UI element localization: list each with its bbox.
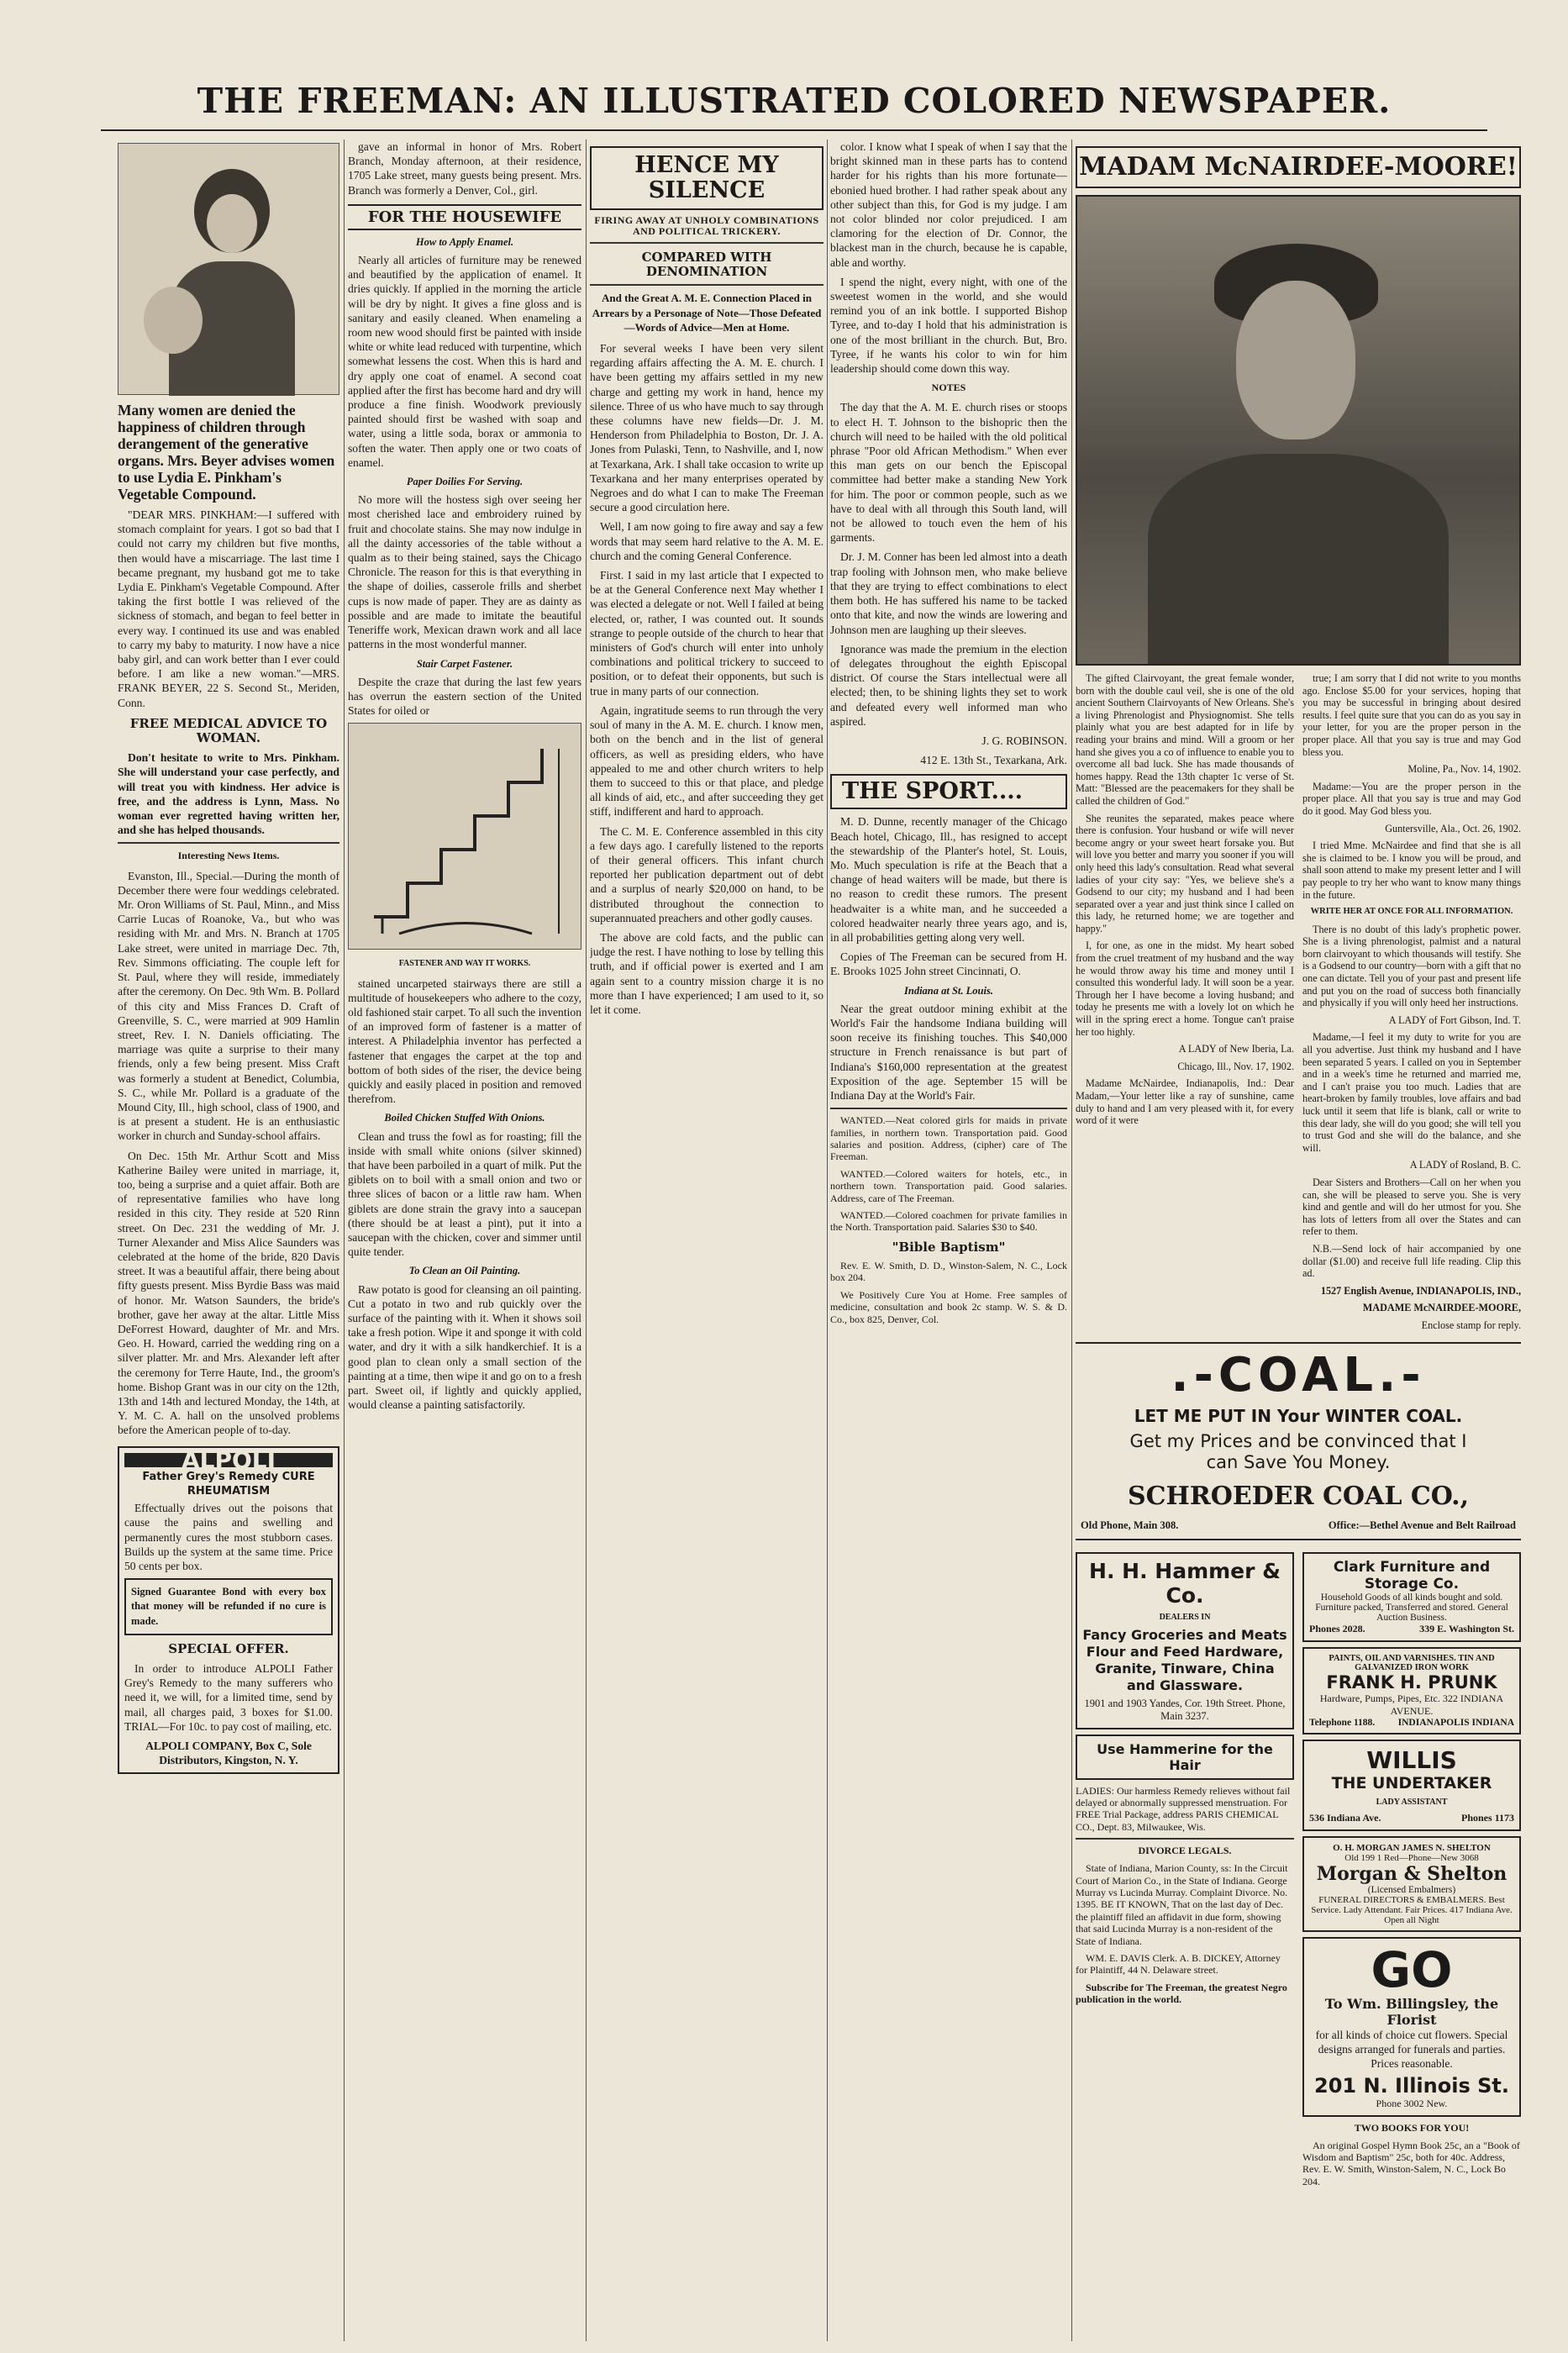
alpoli-subtitle: Father Grey's Remedy CURE RHEUMATISM <box>142 1470 315 1498</box>
notes-text: The day that the A. M. E. church rises or stoops to elect H. T. Johnson to the bishopric then the church will need to be hailed with the old political phrase "Poor old African Methodism." When ever this man gets on our bench the Episcopal committee had better make a standing New York for him. The poor or common people, such as we have to deal with all through this South land, will not be allowed to touch even the hem of his garments. <box>830 401 1067 545</box>
divider <box>830 1108 1067 1109</box>
news-heading: Interesting News Items. <box>177 850 280 862</box>
storage-phone: Phones 2028. <box>1309 1622 1365 1634</box>
article-paragraph: The C. M. E. Conference assembled in this city a few days ago. I carefully listened to the reports of their general officers. This infant church reported her publication department out of debt and a surplus of nearly $20,000 on hand, to be distributed throughout the connection to superannuated preachers and other godly causes. <box>590 824 823 924</box>
advertisement-section <box>1076 139 1521 2341</box>
wanted-ad: WANTED.—Neat colored girls for maids in private families, in northern town. Transportation paid. Good salaries and position. Address, (cipher) care of The Freeman. <box>830 1114 1067 1163</box>
alpoli-guarantee: Signed Guarantee Bond with every box that money will be refunded if no cure is made. <box>124 1578 333 1635</box>
madam-paragraph: I, for one, as one in the midst. My heart sobed from the cruel treatment of my husband and the way he would throw away his time and money until I consulted this wonderful lady. It will soon be a year. Through her I have become a loving husband; and today he presents me with a lovely lot on which he will in the spring erect a home. Tongue can't praise her too highly. <box>1076 940 1294 1038</box>
column-rule <box>586 139 587 2341</box>
prunk-top: PAINTS, OIL AND VARNISHES. TIN AND GALVANIZED IRON WORK <box>1329 1653 1495 1672</box>
column-rule <box>344 139 345 2341</box>
florist-phone: Phone 3002 New. <box>1376 2097 1448 2109</box>
oil-text: Raw potato is good for cleansing an oil painting. Cut a potato in two and rub quickly over the surface of the painting with it. When it shows soil take a fresh potion. Wipe it and sponge it with cold water, and dry it with a silk handkerchief. It is a good plan to clean only a small section of the painting at a time, then wipe it and go on to a fresh part. Sweet oil, if lightly and quickly applied, would cleanse a painting satisfactorily. <box>348 1282 581 1412</box>
madam-testimonial-signature: A LADY of New Iberia, La. <box>1178 1043 1294 1055</box>
storage-text: Household Goods of all kinds bought and sold. Furniture packed, Transferred and stored. General Auction Business. <box>1315 1592 1508 1623</box>
column-2 <box>348 139 581 2341</box>
divorce-heading: DIVORCE LEGALS. <box>1138 1845 1232 1857</box>
storage-ad <box>1302 1552 1521 1642</box>
alpoli-offer-heading: SPECIAL OFFER. <box>168 1640 289 1656</box>
divider <box>1076 1838 1294 1840</box>
morgan-text: FUNERAL DIRECTORS & EMBALMERS. Best Service. Lady Attendant. Fair Prices. 417 Indiana Ave. Open all Night <box>1311 1894 1513 1925</box>
chicken-heading: Boiled Chicken Stuffed With Onions. <box>384 1112 545 1124</box>
coal-ad <box>1076 1342 1521 1540</box>
hammer-dealers: DEALERS IN <box>1159 1612 1211 1622</box>
storage-address: 339 E. Washington St. <box>1419 1622 1514 1634</box>
pinkham-lead: Many women are denied the happiness of children through derangement of the generative organs. Mrs. Beyer advises women to use Lydia E. Pinkham's Vegetable Compound. <box>118 402 335 503</box>
article-paragraph: Again, ingratitude seems to run through the very soul of many in the A. M. E. church. I know men, both on the bench and in the list of general officers, as well as presiding elders, who have appealed to me and other church writers to help them to succeed to this or that place, and pledge all kinds of aid, etc., and after succeeding they get stiff, indifferent and hard to approach. <box>590 703 823 819</box>
article-paragraph: First. I said in my last article that I expected to be at the General Conference next May whether I was elected a delegate or not. Well I failed at being elected, or, rather, I was counted out. It sounds strange to people outside of the church to hear that ministers of God's church will enter into unholy combinations and political trickery to succeed to position, or to defeat their opponents, but such is true in many parts of our connection. <box>590 569 823 697</box>
madam-paragraph: There is no doubt of this lady's prophetic power. She is a living phrenologist, palmist and a natural born clairvoyant to which thousands will testify. She is a Godsend to our country—born with a gift that no one can dictate. Tell you of your past and present life and put you on the road of success both financially and physically if you will only heed her instructions. <box>1302 923 1521 1009</box>
madam-paragraph: N.B.—Send lock of hair accompanied by one dollar ($1.00) and receive full life reading. Clip this ad. <box>1302 1242 1521 1280</box>
prunk-text: Hardware, Pumps, Pipes, Etc. 322 INDIANA AVENUE. <box>1319 1692 1504 1717</box>
stair-intro: Despite the craze that during the last few years has overrun the eastern section of the United States for oiled or <box>348 675 581 718</box>
coal-line-2: Get my Prices and be convinced that I can Save You Money. <box>1129 1430 1467 1472</box>
indiana-text: Near the great outdoor mining exhibit at the World's Fair the handsome Indiana building will soon receive its finishing touches. This $40,000 structure in French renaissance is but part of Indiana's $160,000 representation at the greatest Exposition of the age. September 15 will be Indiana Day at the World's Fair. <box>830 1002 1067 1102</box>
doilies-heading: Paper Doilies For Serving. <box>406 476 524 488</box>
morgan-phone: Old 199 1 Red—Phone—New 3068 <box>1344 1852 1479 1863</box>
notes-heading: NOTES <box>931 382 966 394</box>
stair-text: stained uncarpeted stairways there are still a multitude of housekeepers who adhere to the cozy, old fashioned stair carpet. To all such the invention of an improved form of fastener is a matter of interest. A Philadelphia inventor has perfected a fastener that engages the carpet at the top and bottom of both sides of the riser, the device being quickly and easily placed in position and removed therefrom. <box>348 976 581 1106</box>
florist-text: for all kinds of choice cut flowers. Special designs arranged for funerals and parties. Prices reasonable. <box>1315 2028 1508 2070</box>
madam-headline: MADAM McNAIRDEE-MOORE! <box>1076 146 1521 188</box>
freeman-copies-note: Copies of The Freeman can be secured from H. E. Brooks 1025 John street Cincinnati, O. <box>830 950 1067 978</box>
willis-ad <box>1302 1740 1521 1831</box>
divider <box>590 242 823 244</box>
article-paragraph: Dr. J. M. Conner has been led almost into a death trap fooling with Johnson men, who make believe that they are trying to effect combinations to elect them both. He has suffered his name to be tacked onto that kite, and now the winds are lowering and Johnson men are laughing up their sleeves. <box>830 550 1067 636</box>
article-paragraph: Well, I am now going to fire away and say a few words that may seem hard relative to the A. M. E. church and the coming General Conference. <box>590 520 823 562</box>
divider <box>590 284 823 286</box>
article-paragraph: Ignorance was made the premium in the election of delegates throughout the eighth Episcopal district. Of course the Stars intellectual were all elected; then, to be shining lights they set to work and defeated every well informed man who aspired. <box>830 642 1067 728</box>
prunk-name: FRANK H. PRUNK <box>1326 1671 1497 1692</box>
willis-name: WILLIS <box>1366 1745 1457 1774</box>
madam-paragraph: true; I am sorry that I did not write to you months ago. Enclose $5.00 for your services, hoping that you may be successful in bringing about desired results. I feel quite sure that you can do as you say in your letter, for you are the proper person in the proper place. All that you say is true and may God bless you. <box>1302 672 1521 758</box>
madam-testimonial-signature: A LADY of Fort Gibson, Ind. T. <box>1388 1013 1521 1026</box>
column-rule <box>827 139 828 2341</box>
wanted-ad: WANTED.—Colored waiters for hotels, etc., in northern town. Transportation paid. Good salaries. Address, care of The Freeman. <box>830 1167 1067 1204</box>
alpoli-text: Effectually drives out the poisons that cause the pains and swelling and permanently cures the most stubborn cases. Builds up the system at the same time. Price 50 cents per box. <box>124 1502 333 1573</box>
author-address: 412 E. 13th St., Texarkana, Ark. <box>920 754 1067 767</box>
willis-address: 536 Indiana Ave. <box>1309 1811 1381 1824</box>
subscribe-note: Subscribe for The Freeman, the greatest Negro publication in the world. <box>1076 1981 1287 2006</box>
ladies-remedy-ad: LADIES: Our harmless Remedy relieves without fail delayed or abnormally suppressed menstruation. For FREE Trial Package, address PARIS CHEMICAL CO., Dept. 83, Milwaukee, Wis. <box>1076 1784 1291 1833</box>
willis-phone: Phones 1173 <box>1460 1811 1514 1824</box>
madam-paragraph: Madame:—You are the proper person in the proper place. All that you say is true and may God do it good. May God bless you. <box>1302 780 1521 817</box>
willis-subtitle: THE UNDERTAKER <box>1331 1773 1492 1792</box>
coal-phone: Old Phone, Main 308. <box>1081 1519 1179 1531</box>
florist-name: To Wm. Billingsley, the Florist <box>1324 1995 1499 2028</box>
alpoli-offer: In order to introduce ALPOLI Father Grey's Remedy to the many sufferers who need it, we will, for a limited time, send by mail, all charges paid, 3 boxes for $1.00. TRIAL—For 10c. to pay cost of mailing, etc. <box>124 1662 333 1733</box>
madam-testimonial-location: Moline, Pa., Nov. 14, 1902. <box>1408 763 1521 776</box>
oil-heading: To Clean an Oil Painting. <box>408 1265 521 1277</box>
article-paragraph: color. I know what I speak of when I say that the bright skinned man in these parts has to contend harder for his rights than his more fortunate—ebonied hued brother. I had rather speak about any other subject than this, for God is my judge. I am not color blinded nor color prejudiced. I am clamoring for the election of Dr. Connor, the blackest man in the church, because he is capable, able and worthy. <box>830 140 1067 269</box>
morgan-name: Morgan & Shelton <box>1316 1862 1507 1885</box>
madam-paragraph: Madame McNairdee, Indianapolis, Ind.: Dear Madam,—Your letter like a ray of sunshine, came duly to hand and I am very pleased with it, for every word of it were <box>1076 1077 1294 1127</box>
madam-left-text <box>1076 672 1294 1337</box>
alpoli-address: ALPOLI COMPANY, Box C, Sole Distributors, Kingston, N. Y. <box>145 1740 312 1767</box>
coal-line-1: LET ME PUT IN Your WINTER COAL. <box>1134 1405 1463 1426</box>
hammer-ad <box>1076 1552 1294 1729</box>
free-advice-text: Don't hesitate to write to Mrs. Pinkham. She will understand your case perfectly, and will treat you with kindness. Her advice is free, and the address is Lynn, Mass. No woman ever regretted having written her, and she has helped thousands. <box>118 751 339 837</box>
cure-ad: We Positively Cure You at Home. Free samples of medicine, consultation and book 2c stamp. W. S. & D. Co., box 825, Denver, Col. <box>830 1288 1067 1325</box>
column-1 <box>118 139 339 2341</box>
article-deck-3: And the Great A. M. E. Connection Placed in Arrears by a Personage of Note—Those Defeated—Words of Advice—Men at Home. <box>592 292 822 334</box>
article-deck-1: FIRING AWAY AT UNHOLY COMBINATIONS AND POLITICAL TRICKERY. <box>594 214 819 237</box>
prunk-phone: Telephone 1188. <box>1309 1717 1376 1728</box>
madam-reply-note: Enclose stamp for reply. <box>1421 1319 1521 1331</box>
madam-info-heading: WRITE HER AT ONCE FOR ALL INFORMATION. <box>1310 907 1513 917</box>
doilies-text: No more will the hostess sigh over seeing her most cherished lace and embroidery ruined by fruit and chocolate stains. She may now indulge in all the dainty accessories of the table without a qualm as to their being stained, says the Chicago Chronicle. The reason for this is that everything in the shape of doilies, casserole frills and sherbet cups is now made of paper. They are as dainty as possible and are made to imitate the beautiful Teneriffe work, Mexican drawn work and all lace patterns in the most wonderful manner. <box>348 493 581 651</box>
right-business-cards <box>1302 1547 1521 2193</box>
madam-address: 1527 English Avenue, INDIANAPOLIS, IND., <box>1320 1284 1521 1297</box>
branch-intro: gave an informal in honor of Mrs. Robert Branch, Monday afternoon, at their residence, 1705 Lake street, many guests being present. Mrs. Branch was formerly a Denver, Col., girl. <box>348 140 581 197</box>
morgan-subtitle: (Licensed Embalmers) <box>1367 1884 1456 1895</box>
morgan-ad <box>1302 1836 1521 1932</box>
wanted-ad: WANTED.—Colored coachmen for private families in the North. Transportation paid. Salaries $30 to $40. <box>830 1209 1067 1234</box>
news-paragraph: Evanston, Ill., Special.—During the month of December there were four weddings celebrated. Mr. Oron Williams of St. Paul, Minn., and Miss Carrie Lucas of Roanoke, Va., but who was residing with Mr. and Mrs. N. Branch at 1705 Lake street, were united in marriage Dec. 7th, Rev. Simmons officiating. The couple left for St. Paul, where they will reside, immediately after the ceremony. On Dec. 9th Wm. B. Pollard of this city and Miss Frances D. Craft of Greenville, S. C., were married at 909 Hamlin street, Rev. I. N. Daniels officiating. The marriage was quite a surprise to their many friends, only a few being present. Miss Craft was formerly a student at Benedict, Columbia, S. C., while Mr. Pollard is a graduate of the Mound City, Ill., high school, class of 1900, and is at present a student. He is an enthusiastic worker in church and Sunday-school affairs. <box>118 869 339 1143</box>
hammer-name: H. H. Hammer & Co. <box>1089 1558 1281 1608</box>
divorce-notice: State of Indiana, Marion County, ss: In the Circuit Court of Marion Co., in the State of Indiana. George Murray vs Lucinda Murray. Complaint Divorce. No. 1395. BE IT KNOWN, That on the last day of Dec. the plaintiff filed an affidavit in due form, showing that said Lucinda Murray is a non-resident of the State of Indiana. <box>1076 1862 1288 1947</box>
masthead: THE FREEMAN: AN ILLUSTRATED COLORED NEWSPAPER. <box>101 81 1487 131</box>
sport-heading: THE SPORT.... <box>830 774 1067 809</box>
column-3 <box>590 139 823 2341</box>
willis-assistant: LADY ASSISTANT <box>1376 1797 1448 1807</box>
article-deck-2: COMPARED WITH DENOMINATION <box>641 250 772 280</box>
madam-paragraph: I tried Mme. McNairdee and find that she is all she is claimed to be. I know you will be proud, and shall soon attend to make my present letter and I will pay people to try her who want to know many things in the future. <box>1302 840 1521 901</box>
stair-caption: FASTENER AND WAY IT WORKS. <box>398 959 531 969</box>
enamel-text: Nearly all articles of furniture may be renewed and beautified by the application of enamel. It dries quickly. If applied in the morning the article will be dry by night. It gives a fine gloss and is sanitary and easily cleaned. When enameling a room new wood should first be painted with inside white or white lead reduced with turpentine, which somewhat lessens the cost. When this is hard and dry apply one coat of enamel. A second coat applied after the first has become hard and dry will produce a fine finish. Woodwork previously painted should first be washed with soap and water, using a little soda, borax or ammonia to soften the water. Then apply one or two coats of enamel. <box>348 254 581 469</box>
enamel-heading: How to Apply Enamel. <box>415 235 514 248</box>
madam-testimonial-location: Guntersville, Ala., Oct. 26, 1902. <box>1385 822 1521 834</box>
coal-office: Office:—Bethel Avenue and Belt Railroad <box>1328 1519 1516 1531</box>
madam-right-text <box>1302 672 1521 1337</box>
free-advice-heading: FREE MEDICAL ADVICE TO WOMAN. <box>129 715 328 746</box>
madam-testimonial-date: Chicago, Ill., Nov. 17, 1902. <box>1177 1060 1294 1072</box>
madam-portrait <box>1076 195 1521 666</box>
prunk-city: INDIANAPOLIS INDIANA <box>1397 1717 1514 1728</box>
madam-paragraph: Dear Sisters and Brothers—Call on her when you can, she will be pleased to serve you. She is very kind and gentle and will do her utmost for you. She has lots of letters from all over the States and can refer to them. <box>1302 1176 1521 1238</box>
florist-address: 201 N. Illinois St. <box>1314 2073 1509 2098</box>
alpoli-ad <box>118 1446 339 1775</box>
books-text: An original Gospel Hymn Book 25c, an a "Book of Wisdom and Baptism" 25c, both for 40c. Address, Rev. E. W. Smith, Winston-Salem, N. C., Lock Bo 204. <box>1302 2139 1520 2187</box>
column-rule <box>1071 139 1072 2341</box>
madam-paragraph: The gifted Clairvoyant, the great female wonder, born with the double caul veil, she is one of the old ancient Southern Clairvoyants of New Orleans. She's a living Phrenologist and Physiognomist. She tells plainly what you are best adapted for in life by reading your brains and mind. Will a groom or her hand she gives you a co of influence to enable you to overcome all bad luck. She has made thousands of homes happy. Read the 13th chapter 1c verse of St. Matt: "Blessed are the peacemakers for they shall be called the children of God." <box>1076 672 1294 807</box>
column-4 <box>830 139 1067 2341</box>
hammer-address: 1901 and 1903 Yandes, Cor. 19th Street. Phone, Main 3237. <box>1084 1697 1286 1722</box>
sport-text: M. D. Dunne, recently manager of the Chicago Beach hotel, Chicago, Ill., has resigned to accept the stewardship of the Planter's hotel, St. Louis, Mo. Much speculation is rife at the Beach that a change of head waiters will be made, but there is no reason to credit these rumors. The present headwaiter is a white man, and he succeeded a colored headwaiter nearly three years ago, and is, in all probabilities getting along very well. <box>830 815 1067 944</box>
prunk-ad <box>1302 1647 1521 1734</box>
chicken-text: Clean and truss the fowl as for roasting; fill the inside with small white onions (silver skinned) that have been parboiled in a quart of milk. Put the giblets on to boil with a small onion and two or three slices of bacon or a little raw ham. When giblets are done strain the gravy into a saucepan (there should be at least a pint), put it into a saucepan with the chicken, cover and simmer until quite tender. <box>348 1129 581 1259</box>
morgan-owners: O. H. MORGAN JAMES N. SHELTON <box>1333 1842 1491 1853</box>
article-paragraph: I spend the night, every night, with one of the sweetest women in the world, and she would remind you of an ink bottle. I supported Bishop Tyree, and to-day I hold that his administration is one of the most brilliant in the church. But, Bro. Tyree, if he wants his color to win for him leadership should come down this way. <box>830 275 1067 376</box>
florist-go: GO <box>1371 1940 1453 1998</box>
madam-paragraph: She reunites the separated, makes peace where there is confusion. Your husband or wife will never become angry or your sweet heart forsake you. But will love you better and marry you sooner if you will only heed this lady's consultation. Read what several ladies of your city say: "Yes, we believe she's a Godsend to our city; my husband and I had been separated over a year and just think since I called on this lady, he returned home; we are together and happy." <box>1076 812 1294 934</box>
left-business-cards <box>1076 1547 1294 2193</box>
storage-name: Clark Furniture and Storage Co. <box>1333 1558 1491 1592</box>
bible-baptism-heading: "Bible Baptism" <box>892 1239 1006 1255</box>
article-paragraph: For several weeks I have been very silent regarding affairs affecting the A. M. E. church. I have been getting my affairs settled in my new charge and getting my work in hand, hence my silence. Three of us who have much to say through these columns have new fields—Dr. J. M. Henderson from Philadelphia to Boston, Dr. J. A. Jones from Pulaski, Tenn, to Nashville, and I, now at Texarkana, Ark. I shall take occasion to write up Texarkana and her many enterprises operated by Negroes and do what I can to make The Freeman secure a good circulation here. <box>590 342 823 514</box>
books-heading: TWO BOOKS FOR YOU! <box>1354 2121 1470 2134</box>
woman-with-child-illustration <box>118 143 339 395</box>
madam-name: MADAME McNAIRDEE-MOORE, <box>1362 1302 1521 1314</box>
news-paragraph: On Dec. 15th Mr. Arthur Scott and Miss Katherine Bailey were united in marriage, it, too, being a surprise and a quiet affair. Both are of representative families who have long resided in this city. They reside at 520 Rinn street. On Dec. 231 the wedding of Mr. J. Turner Alexander and Miss Alice Saunders was celebrated at the home of the bride, 820 Davis street. It was a beautiful affair, there being about fifty guests present. Miss Byrdie Bass was maid of honor. Mr. Watson Saunders, the bride's brother, gave her away at the altar. Little Miss DeForrest Howard, daughter of Mr. and Mrs. Geo. H. Howard, carried the wedding ring on a silver platter. Mr. and Mrs. Alexander left after the ceremony for Terre Haute, Ind., the groom's home. Bishop Grant was in our city on the 12th, 13th and 14th and lectured Monday, the 14th, at Y. M. C. A. hall on the unsolved problems before the American people of to-day. <box>118 1149 339 1437</box>
article-headline: HENCE MY SILENCE <box>590 146 823 210</box>
alpoli-title: ALPOLI <box>124 1453 333 1467</box>
coal-company: SCHROEDER COAL CO., <box>1127 1481 1470 1511</box>
stair-heading: Stair Carpet Fastener. <box>416 657 513 670</box>
pinkham-letter: "DEAR MRS. PINKHAM:—I suffered with stomach complaint for years. I got so bad that I could not carry my children but five months, then would have a miscarriage. The last time I became pregnant, my husband got me to take Lydia E. Pinkham's Vegetable Compound. After taking the first bottle I was relieved of the sickness of stomach, and began to feel better in every way. I continued its use and was enabled to carry my baby to maturity. I now have a nice baby girl, and can work better than I ever could before. I am like a new woman."—MRS. FRANK BEYER, 22 S. Second St., Meriden, Conn. <box>118 508 339 709</box>
divider <box>118 842 339 844</box>
bible-baptism-text: Rev. E. W. Smith, D. D., Winston-Salem, N. C., Lock box 204. <box>830 1260 1067 1284</box>
housewife-heading: FOR THE HOUSEWIFE <box>348 204 581 230</box>
author-signature: J. G. ROBINSON. <box>981 734 1067 747</box>
madam-testimonial-signature: A LADY of Rosland, B. C. <box>1409 1159 1521 1171</box>
stair-fastener-illustration <box>348 723 581 950</box>
hammerine-slogan: Use Hammerine for the Hair <box>1076 1734 1294 1780</box>
florist-ad <box>1302 1937 1521 2117</box>
hammer-goods: Fancy Groceries and Meats Flour and Feed Hardware, Granite, Tinware, China and Glassware. <box>1082 1626 1287 1693</box>
divorce-signature: WM. E. DAVIS Clerk. A. B. DICKEY, Attorney for Plaintiff, 44 N. Delaware street. <box>1076 1951 1281 1977</box>
article-paragraph: The above are cold facts, and the public can judge the rest. I have nothing to lose by telling this truth, and if official power is exerted and I am again sent to a country mission charge it is no more than I have experienced; I am used to it, so let it come. <box>590 930 823 1016</box>
indiana-heading: Indiana at St. Louis. <box>904 984 993 997</box>
coal-title: .-COAL.- <box>1171 1347 1426 1403</box>
madam-paragraph: Madame,—I feel it my duty to write for you are all you advertise. Just think my husband and I have been separated 5 years. I called on you in September and in a week's time he returned and married me, and I can't praise you too much. Ladies that are heart-broken by family troubles, love affairs and bad luck until it seem that life is blank, call or write to this dear lady, she will do you good; she will tell you to trust God and she will do the balance, and she will. <box>1302 1031 1521 1154</box>
